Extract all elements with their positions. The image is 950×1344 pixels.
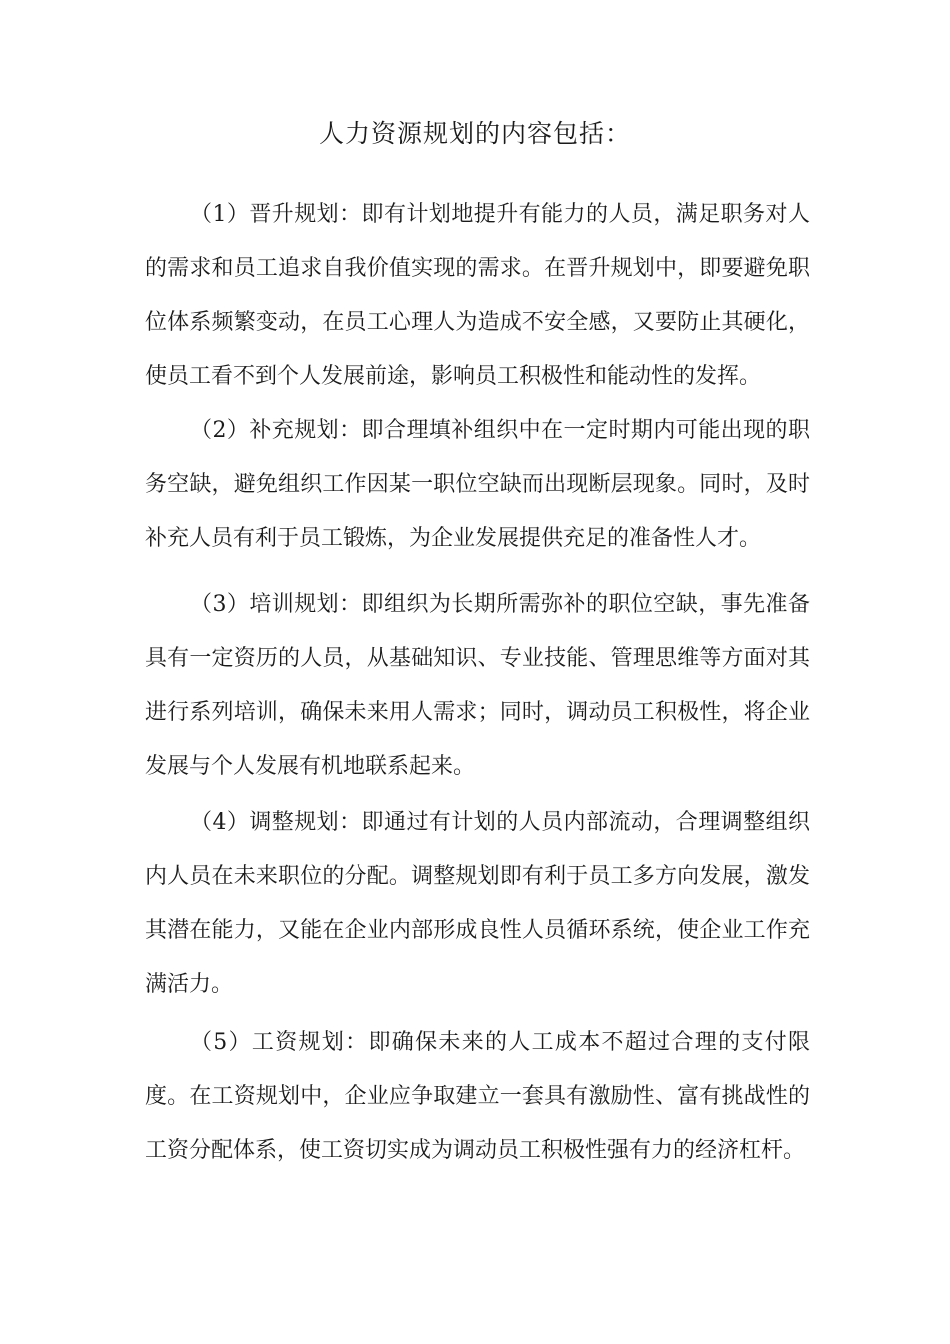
- section-training-planning: （3）培训规划：即组织为长期所需弥补的职位空缺，事先准备具有一定资历的人员，从基础知识、专业技能、管理思维等方面对其进行系列培训，确保未来用人需求；同时，调动员工积极性，将企业发展与个人发展有机地联系起来。: [145, 592, 810, 779]
- document-title: 人力资源规划的内容包括：: [318, 119, 631, 148]
- section-salary-planning: （5）工资规划：即确保未来的人工成本不超过合理的支付限度。在工资规划中，企业应争取建立一套具有激励性、富有挑战性的工资分配体系，使工资切实成为调动员工积极性强有力的经济杠杆。: [145, 1030, 810, 1163]
- section-adjustment-planning: （4）调整规划：即通过有计划的人员内部流动，合理调整组织内人员在未来职位的分配。调整规划即有利于员工多方向发展，激发其潜在能力，又能在企业内部形成良性人员循环系统，使企业工作充满活力。: [145, 810, 810, 997]
- section-supplement-planning: （2）补充规划：即合理填补组织中在一定时期内可能出现的职务空缺，避免组织工作因某一职位空缺而出现断层现象。同时，及时补充人员有利于员工锻炼，为企业发展提供充足的准备性人才。: [145, 418, 810, 551]
- section-promotion-planning: （1）晋升规划：即有计划地提升有能力的人员，满足职务对人的需求和员工追求自我价值实现的需求。在晋升规划中，即要避免职位体系频繁变动，在员工心理人为造成不安全感，又要防止其硬化，使员工看不到个人发展前途，影响员工积极性和能动性的发挥。: [145, 202, 810, 389]
